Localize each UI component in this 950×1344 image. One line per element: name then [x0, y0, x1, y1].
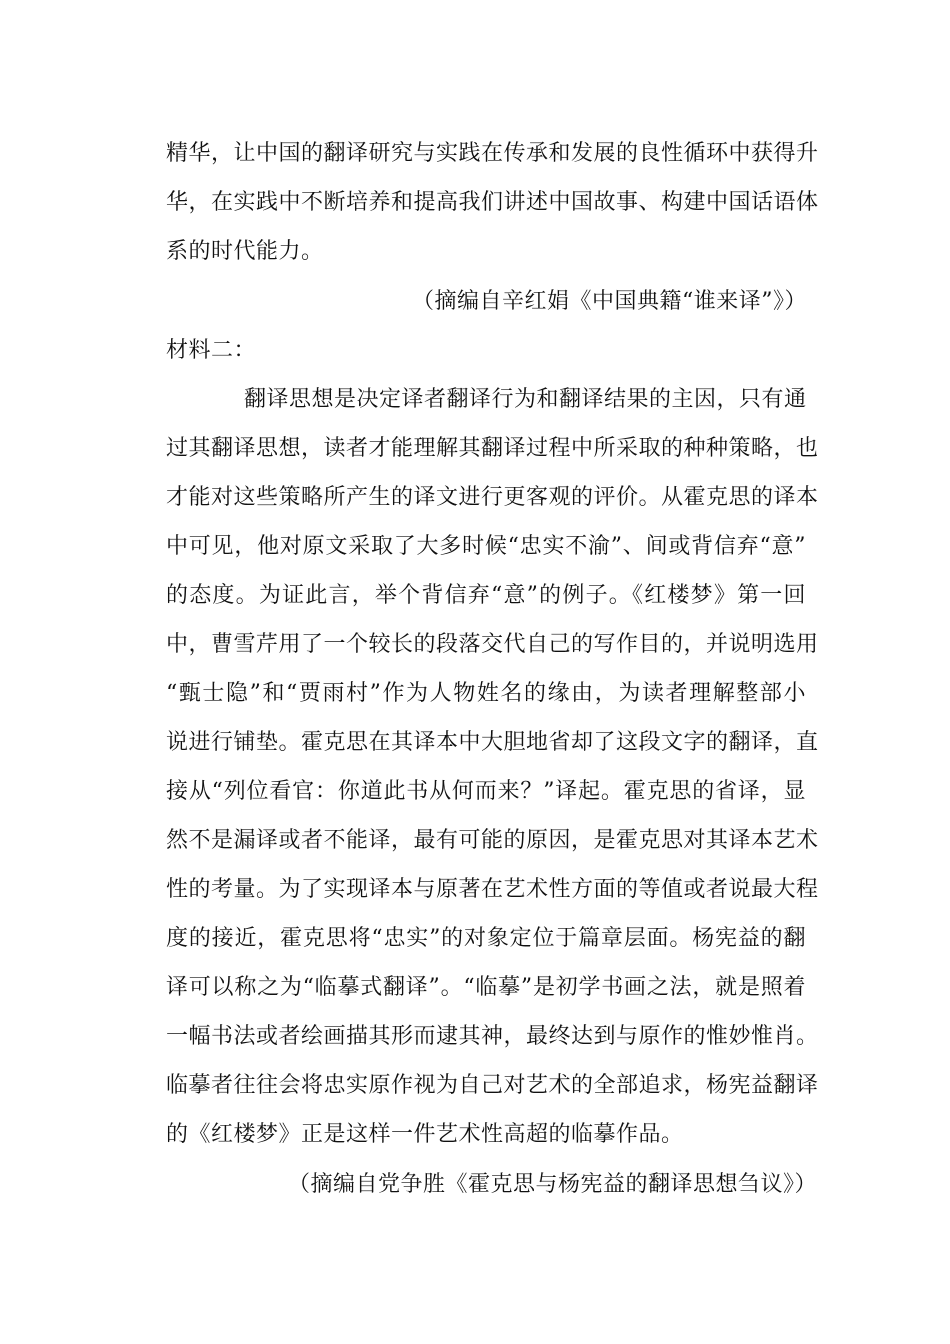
material2-line-12: 度的接近，霍克思将“忠实”的对象定位于篇章层面。杨宪益的翻	[166, 926, 806, 951]
material2-line-10: 然不是漏译或者不能译，最有可能的原因，是霍克思对其译本艺术	[166, 828, 819, 853]
material2-line-3: 才能对这些策略所产生的译文进行更客观的评价。从霍克思的译本	[166, 485, 819, 510]
source-citation-2: （摘编自党争胜《霍克思与杨宪益的翻译思想刍议》）	[288, 1172, 818, 1197]
material2-heading: 材料二：	[166, 338, 257, 363]
material2-line-16: 的《红楼梦》正是这样一件艺术性高超的临摹作品。	[166, 1122, 684, 1147]
material2-line-14: 一幅书法或者绘画描其形而逮其神，最终达到与原作的惟妙惟肖。	[166, 1024, 819, 1049]
material2-line-4: 中可见，他对原文采取了大多时候“忠实不渝”、间或背信弃“意”	[166, 534, 806, 559]
paragraph1-line-3: 系的时代能力。	[166, 239, 324, 264]
material2-line-2: 过其翻译思想，读者才能理解其翻译过程中所采取的种种策略，也	[166, 436, 819, 461]
material2-line-6: 中，曹雪芹用了一个较长的段落交代自己的写作目的，并说明选用	[166, 632, 819, 657]
material2-line-7: “甄士隐”和“贾雨村”作为人物姓名的缘由，为读者理解整部小	[166, 681, 806, 706]
source-citation-1: （摘编自辛红娟《中国典籍“谁来译”》）	[412, 289, 807, 314]
material2-line-9: 接从“列位看官：你道此书从何而来？”译起。霍克思的省译，显	[166, 779, 806, 804]
material2-line-13: 译可以称之为“临摹式翻译”。“临摹”是初学书画之法，就是照着	[166, 975, 806, 1000]
material2-line-8: 说进行铺垫。霍克思在其译本中大胆地省却了这段文字的翻译，直	[166, 730, 819, 755]
material2-line-5: 的态度。为证此言，举个背信弃“意”的例子。《红楼梦》第一回	[166, 583, 806, 608]
material2-line-15: 临摹者往往会将忠实原作视为自己对艺术的全部追求，杨宪益翻译	[166, 1073, 819, 1098]
paragraph1-line-2: 华，在实践中不断培养和提高我们讲述中国故事、构建中国话语体	[166, 190, 819, 215]
material2-line-11: 性的考量。为了实现译本与原著在艺术性方面的等值或者说最大程	[166, 877, 819, 902]
paragraph1-line-1: 精华，让中国的翻译研究与实践在传承和发展的良性循环中获得升	[166, 141, 819, 166]
material2-line-1: 翻译思想是决定译者翻译行为和翻译结果的主因，只有通	[244, 387, 807, 412]
